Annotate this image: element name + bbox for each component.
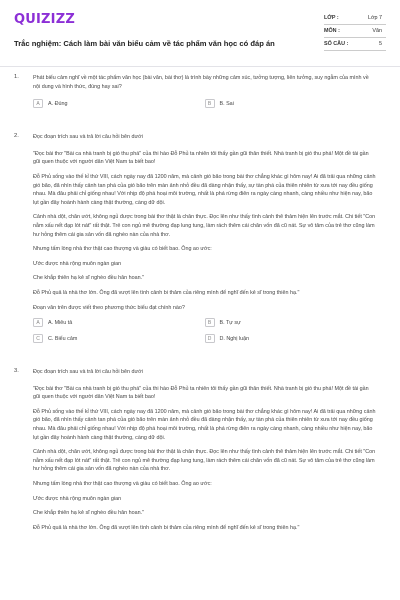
meta-label: MÔN : [324,28,340,34]
question-text: "Đọc bài thơ "Bài ca nhà tranh bị gió thu phá" của thi hào Đỗ Phủ ta nhiên tôi thấy gần gũi thân thiết. Nhà tranh bị gió thu phá! Một đề tài gần gũi quen thuộc với người dân Việt Nam ta biết bao! [33,150,369,166]
worksheet-header [0,0,400,66]
question-2 [0,133,400,350]
answer-option[interactable] [33,99,205,108]
question-text: Đỗ Phủ quả là nhà thơ lớn. Ông đã vượt lên tình cảnh bi thảm của riêng mình để nghĩ đến kẻ sĩ trong thiên hạ." [33,524,300,531]
question-text: "Đọc bài thơ "Bài ca nhà tranh bị gió thu phá" của thi hào Đỗ Phủ ta nhiên tôi thấy gần gũi thân thiết. Nhà tranh bị gió thu phá! Một đề tài gần gũi quen thuộc với người dân Việt Nam ta biết bao! [33,385,369,401]
meta-value: 5 [379,41,382,47]
question-1 [0,74,400,115]
quizizz-logo: QUIZIZZ [14,12,75,27]
meta-label: SỐ CÂU : [324,41,349,47]
answer-option[interactable] [205,99,377,108]
answer-options [33,99,376,115]
meta-row-class [324,12,386,25]
header-divider [0,66,400,67]
question-text: Đỗ Phủ quả là nhà thơ lớn. Ông đã vượt lên tình cảnh bi thảm của riêng mình để nghĩ đến kẻ sĩ trong thiên hạ." [33,289,300,296]
answer-option[interactable] [33,334,205,343]
meta-value: Lớp 7 [367,15,382,21]
option-label: C. Biểu cảm [48,335,78,342]
question-text: Cảnh nhà dột, chăn ướt, không ngủ được trong bài thơ thật là chân thực. Đọc lên như thấy tình cảnh thê thảm hiện lên trước mắt. Chi tiết "Con nằm xấu nết đạp lót nát" rất thật. Trẻ con ngủ mê thường đạp lung tung, làm rách thêm cái chăn vốn đã cũ nát. Sự vô tâm của trẻ thơ cũng làm hư hỏng thêm cái gia sản vốn đã nghèo nàn của nhà thơ. [33,449,376,473]
question-text: Phát biểu cảm nghĩ về một tác phẩm văn học (bài văn, bài thơ) là trình bày những cảm xúc, tưởng tượng, liên tưởng, suy ngẫm của mình về nội dung và hình thức, đúng hay sai? [33,75,369,90]
answer-option[interactable] [33,318,205,327]
question-number: 2. [14,133,19,140]
question-text: Che khắp thiên hạ kẻ sĩ nghèo đều hân hoan." [33,510,145,517]
meta-value: Văn [372,28,382,34]
question-3 [0,368,400,532]
question-text: Đỗ Phủ sống vào thế kỉ thứ VIII, cách ngày nay đã 1200 năm, mà cảnh gió bão trong bài thơ chẳng khác gì hôm nay! Ai đã trải qua những cảnh gió bão, đã nhìn thấy cảnh tan phá của gió bão trên màn ảnh nhỏ đều đã dàng nhận thấy, sự tàn phá của thiên nhiên từ xưa tới nay đều giống nhau. Mà đâu phải chỉ giống nhau! Với nhịp độ phá hoại môi trường, nhất là phá rừng điên ra ngày càng nhanh, càng nhiều như hiện nay, bão lụt gần đây hoành hành càng thật thường, càng dữ dội. [33,173,376,206]
meta-row-subject [324,25,386,38]
worksheet-meta [324,12,386,51]
option-letter-box[interactable]: B [205,99,215,108]
answer-options [33,318,376,350]
question-number: 3. [14,368,19,375]
answer-option[interactable] [205,318,377,327]
option-letter-box[interactable]: D [205,334,215,343]
meta-label: LỚP : [324,15,339,21]
question-list [0,74,400,550]
question-text: Đọc đoạn trích sau và trả lời câu hỏi bên dưới [33,134,143,141]
question-text: Nhưng tấm lòng nhà thơ thật cao thượng và giàu có biết bao. Ông ao ước: [33,246,212,253]
option-label: A. Miêu tả [48,319,73,326]
answer-option[interactable] [205,334,377,343]
question-text: Ước được nhà rộng muôn ngàn gian [33,495,122,502]
question-number: 1. [14,74,19,80]
option-letter-box[interactable]: C [33,334,43,343]
option-letter-box[interactable]: B [205,318,215,327]
meta-row-count [324,38,386,51]
worksheet-title: Trắc nghiệm: Cách làm bài văn biểu cảm về tác phẩm văn học có đáp án [14,39,275,48]
question-text: Cảnh nhà dột, chăn ướt, không ngủ được trong bài thơ thật là chân thực. Đọc lên như thấy tình cảnh thê thảm hiện lên trước mắt. Chi tiết "Con nằm xấu nết đạp lót nát" rất thật. Trẻ con ngủ mê thường đạp lung tung, làm rách thêm cái chăn vốn đã cũ nát. Sự vô tâm của trẻ thơ cũng làm hư hỏng thêm cái gia sản vốn đã nghèo nàn của nhà thơ. [33,214,376,238]
option-label: B. Tự sự [219,319,241,326]
question-text: Đoạn văn trên được viết theo phương thức biểu đạt chính nào? [33,304,185,311]
option-label: D. Nghị luận [219,335,250,342]
question-text: Che khắp thiên hạ kẻ sĩ nghèo đều hân hoan." [33,275,145,282]
option-letter-box[interactable]: A [33,99,43,108]
question-text: Đỗ Phủ sống vào thế kỉ thứ VIII, cách ngày nay đã 1200 năm, mà cảnh gió bão trong bài thơ chẳng khác gì hôm nay! Ai đã trải qua những cảnh gió bão, đã nhìn thấy cảnh tan phá của gió bão trên màn ảnh nhỏ đều đã dàng nhận thấy, sự tàn phá của thiên nhiên từ xưa tới nay đều giống nhau. Mà đâu phải chỉ giống nhau! Với nhịp độ phá hoại môi trường, nhất là phá rừng điên ra ngày càng nhanh, càng nhiều như hiện nay, bão lụt gần đây hoành hành càng thật thường, càng dữ dội. [33,408,376,441]
option-letter-box[interactable]: A [33,318,43,327]
question-text: Đọc đoạn trích sau và trả lời câu hỏi bên dưới [33,369,143,376]
option-label: B. Sai [219,100,234,107]
question-text: Ước được nhà rộng muôn ngàn gian [33,260,122,267]
option-label: A. Đúng [48,100,68,107]
question-text: Nhưng tấm lòng nhà thơ thật cao thượng và giàu có biết bao. Ông ao ước: [33,481,212,488]
